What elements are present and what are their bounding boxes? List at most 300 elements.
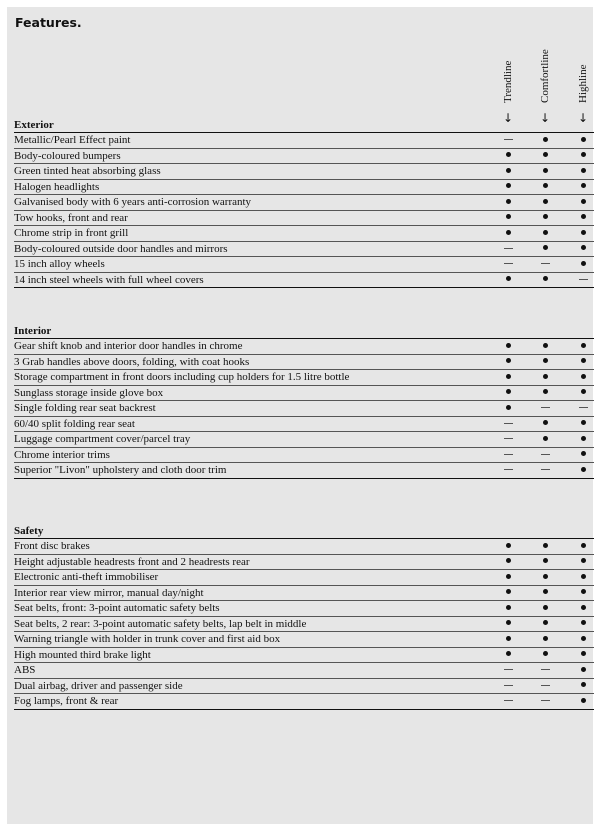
standard-dot-icon xyxy=(506,214,511,219)
feature-label: Gear shift knob and interior door handles in chrome xyxy=(14,340,243,352)
availability-cell-highline xyxy=(569,417,597,432)
availability-cell-comfortline xyxy=(531,242,559,257)
standard-dot-icon xyxy=(543,574,548,579)
feature-label: Green tinted heat absorbing glass xyxy=(14,165,161,177)
column-gap xyxy=(523,601,529,616)
standard-dot-icon xyxy=(506,183,511,188)
availability-cell-trendline xyxy=(494,370,522,385)
availability-cell-comfortline xyxy=(531,370,559,385)
column-gap xyxy=(523,570,529,585)
standard-dot-icon xyxy=(581,574,586,579)
availability-cell-comfortline xyxy=(531,648,559,663)
column-gap xyxy=(560,180,566,195)
availability-cell-highline xyxy=(569,386,597,401)
not-available-dash-icon xyxy=(504,263,513,264)
column-gap xyxy=(560,679,566,694)
standard-dot-icon xyxy=(506,199,511,204)
availability-cell-highline xyxy=(569,448,597,463)
standard-dot-icon xyxy=(581,214,586,219)
availability-cell-comfortline xyxy=(531,694,559,709)
standard-dot-icon xyxy=(506,276,511,281)
section-title: Exterior xyxy=(14,117,594,133)
column-gap xyxy=(560,164,566,179)
table-row xyxy=(14,632,594,648)
standard-dot-icon xyxy=(543,245,548,250)
standard-dot-icon xyxy=(543,558,548,563)
standard-dot-icon xyxy=(506,343,511,348)
feature-label: Electronic anti-theft immobiliser xyxy=(14,571,159,583)
availability-cell-highline xyxy=(569,570,597,585)
column-gap xyxy=(560,555,566,570)
column-gap xyxy=(523,648,529,663)
standard-dot-icon xyxy=(506,636,511,641)
arrow-down-icon: ↓ xyxy=(539,111,551,125)
column-label: Comfortline xyxy=(539,49,551,103)
availability-cell-trendline xyxy=(494,448,522,463)
table-row xyxy=(14,149,594,165)
column-label: Highline xyxy=(577,64,589,103)
availability-cell-highline xyxy=(569,133,597,148)
column-gap xyxy=(560,601,566,616)
feature-label: 14 inch steel wheels with full wheel covers xyxy=(14,273,204,286)
feature-label: High mounted third brake light xyxy=(14,648,151,661)
standard-dot-icon xyxy=(581,374,586,379)
column-gap xyxy=(560,386,566,401)
availability-cell-comfortline xyxy=(531,539,559,554)
availability-cell-highline xyxy=(569,555,597,570)
table-row xyxy=(14,663,594,679)
table-row xyxy=(14,555,594,571)
not-available-dash-icon xyxy=(504,248,513,249)
availability-cell-highline xyxy=(569,355,597,370)
availability-cell-highline xyxy=(569,463,597,478)
section-interior xyxy=(14,323,594,479)
not-available-dash-icon xyxy=(504,700,513,701)
feature-label: Galvanised body with 6 years anti-corrosion warranty xyxy=(14,196,252,208)
standard-dot-icon xyxy=(543,183,548,188)
standard-dot-icon xyxy=(581,467,586,472)
availability-cell-comfortline xyxy=(531,195,559,210)
availability-cell-highline xyxy=(569,663,597,678)
availability-cell-comfortline xyxy=(531,555,559,570)
standard-dot-icon xyxy=(543,589,548,594)
availability-cell-comfortline xyxy=(531,133,559,148)
standard-dot-icon xyxy=(543,543,548,548)
standard-dot-icon xyxy=(506,152,511,157)
availability-cell-comfortline xyxy=(531,570,559,585)
standard-dot-icon xyxy=(581,137,586,142)
availability-cell-trendline xyxy=(494,164,522,179)
standard-dot-icon xyxy=(581,261,586,266)
column-gap xyxy=(560,539,566,554)
availability-cell-comfortline xyxy=(531,586,559,601)
table-row xyxy=(14,417,594,433)
table-row xyxy=(14,401,594,417)
column-gap xyxy=(560,632,566,647)
feature-label: Fog lamps, front & rear xyxy=(14,695,119,707)
standard-dot-icon xyxy=(581,168,586,173)
availability-cell-highline xyxy=(569,164,597,179)
standard-dot-icon xyxy=(581,605,586,610)
table-row xyxy=(14,679,594,695)
table-row xyxy=(14,386,594,402)
not-available-dash-icon xyxy=(504,139,513,140)
standard-dot-icon xyxy=(581,230,586,235)
availability-cell-highline xyxy=(569,539,597,554)
column-gap xyxy=(523,226,529,241)
standard-dot-icon xyxy=(581,152,586,157)
standard-dot-icon xyxy=(506,589,511,594)
section-title: Interior xyxy=(14,323,594,339)
column-gap xyxy=(560,355,566,370)
availability-cell-comfortline xyxy=(531,355,559,370)
standard-dot-icon xyxy=(506,620,511,625)
column-gap xyxy=(560,648,566,663)
standard-dot-icon xyxy=(543,152,548,157)
availability-cell-comfortline xyxy=(531,417,559,432)
table-row xyxy=(14,242,594,258)
standard-dot-icon xyxy=(543,605,548,610)
standard-dot-icon xyxy=(543,636,548,641)
availability-cell-trendline xyxy=(494,195,522,210)
column-gap xyxy=(560,663,566,678)
section-title: Safety xyxy=(14,523,594,539)
availability-cell-trendline xyxy=(494,679,522,694)
column-gap xyxy=(523,617,529,632)
availability-cell-trendline xyxy=(494,133,522,148)
column-gap xyxy=(523,432,529,447)
features-sheet xyxy=(7,7,593,824)
column-gap xyxy=(560,339,566,354)
arrow-down-icon: ↓ xyxy=(577,111,589,125)
standard-dot-icon xyxy=(506,230,511,235)
not-available-dash-icon xyxy=(541,700,550,701)
feature-label: Sunglass storage inside glove box xyxy=(14,386,164,399)
feature-label: Seat belts, front: 3-point automatic safety belts xyxy=(14,602,220,614)
standard-dot-icon xyxy=(581,589,586,594)
standard-dot-icon xyxy=(581,436,586,441)
table-row xyxy=(14,226,594,242)
column-gap xyxy=(523,195,529,210)
column-gap xyxy=(523,632,529,647)
availability-cell-highline xyxy=(569,401,597,416)
column-label: Trendline xyxy=(502,60,514,103)
availability-cell-highline xyxy=(569,648,597,663)
arrow-down-icon: ↓ xyxy=(502,111,514,125)
not-available-dash-icon xyxy=(541,263,550,264)
standard-dot-icon xyxy=(581,698,586,703)
standard-dot-icon xyxy=(543,358,548,363)
column-gap xyxy=(560,211,566,226)
standard-dot-icon xyxy=(506,543,511,548)
availability-cell-trendline xyxy=(494,242,522,257)
availability-cell-trendline xyxy=(494,149,522,164)
availability-cell-highline xyxy=(569,432,597,447)
availability-cell-trendline xyxy=(494,180,522,195)
standard-dot-icon xyxy=(581,636,586,641)
availability-cell-trendline xyxy=(494,226,522,241)
column-gap xyxy=(523,679,529,694)
availability-cell-highline xyxy=(569,339,597,354)
availability-cell-highline xyxy=(569,195,597,210)
not-available-dash-icon xyxy=(541,469,550,470)
availability-cell-highline xyxy=(569,370,597,385)
column-gap xyxy=(560,257,566,272)
table-row xyxy=(14,463,594,479)
availability-cell-trendline xyxy=(494,617,522,632)
standard-dot-icon xyxy=(506,574,511,579)
not-available-dash-icon xyxy=(541,685,550,686)
table-row xyxy=(14,211,594,227)
not-available-dash-icon xyxy=(541,454,550,455)
availability-cell-comfortline xyxy=(531,386,559,401)
column-gap xyxy=(560,432,566,447)
column-gap xyxy=(523,448,529,463)
availability-cell-comfortline xyxy=(531,211,559,226)
table-row xyxy=(14,133,594,149)
feature-label: Dual airbag, driver and passenger side xyxy=(14,679,183,692)
not-available-dash-icon xyxy=(504,454,513,455)
standard-dot-icon xyxy=(581,682,586,687)
availability-cell-highline xyxy=(569,586,597,601)
availability-cell-highline xyxy=(569,257,597,272)
column-gap xyxy=(523,386,529,401)
standard-dot-icon xyxy=(543,343,548,348)
table-row xyxy=(14,432,594,448)
availability-cell-comfortline xyxy=(531,679,559,694)
column-gap xyxy=(523,273,529,288)
feature-label: Interior rear view mirror, manual day/night xyxy=(14,586,204,599)
column-gap xyxy=(523,149,529,164)
standard-dot-icon xyxy=(581,245,586,250)
standard-dot-icon xyxy=(543,230,548,235)
page-title: Features. xyxy=(15,15,82,30)
availability-cell-trendline xyxy=(494,401,522,416)
table-row xyxy=(14,648,594,664)
feature-label: Warning triangle with holder in trunk cover and first aid box xyxy=(14,633,281,645)
availability-cell-trendline xyxy=(494,463,522,478)
column-gap xyxy=(560,226,566,241)
standard-dot-icon xyxy=(581,199,586,204)
column-gap xyxy=(523,586,529,601)
standard-dot-icon xyxy=(581,183,586,188)
standard-dot-icon xyxy=(506,358,511,363)
availability-cell-trendline xyxy=(494,355,522,370)
not-available-dash-icon xyxy=(504,669,513,670)
column-gap xyxy=(560,133,566,148)
availability-cell-trendline xyxy=(494,539,522,554)
not-available-dash-icon xyxy=(579,279,588,280)
availability-cell-comfortline xyxy=(531,401,559,416)
standard-dot-icon xyxy=(581,420,586,425)
not-available-dash-icon xyxy=(504,685,513,686)
availability-cell-trendline xyxy=(494,432,522,447)
availability-cell-comfortline xyxy=(531,149,559,164)
feature-label: Halogen headlights xyxy=(14,180,100,193)
feature-label: 60/40 split folding rear seat xyxy=(14,417,135,430)
availability-cell-comfortline xyxy=(531,226,559,241)
availability-cell-trendline xyxy=(494,632,522,647)
standard-dot-icon xyxy=(543,214,548,219)
standard-dot-icon xyxy=(581,389,586,394)
feature-label: 15 inch alloy wheels xyxy=(14,258,105,270)
availability-cell-comfortline xyxy=(531,257,559,272)
availability-cell-trendline xyxy=(494,663,522,678)
table-row xyxy=(14,370,594,386)
standard-dot-icon xyxy=(581,451,586,456)
column-gap xyxy=(523,355,529,370)
column-gap xyxy=(560,570,566,585)
availability-cell-comfortline xyxy=(531,632,559,647)
availability-cell-highline xyxy=(569,242,597,257)
table-row xyxy=(14,164,594,180)
standard-dot-icon xyxy=(543,620,548,625)
table-row xyxy=(14,601,594,617)
availability-cell-comfortline xyxy=(531,617,559,632)
feature-label: Luggage compartment cover/parcel tray xyxy=(14,433,191,445)
standard-dot-icon xyxy=(581,343,586,348)
feature-label: Single folding rear seat backrest xyxy=(14,402,156,414)
standard-dot-icon xyxy=(543,420,548,425)
column-gap xyxy=(523,555,529,570)
standard-dot-icon xyxy=(543,137,548,142)
column-gap xyxy=(560,370,566,385)
column-gap xyxy=(560,463,566,478)
standard-dot-icon xyxy=(581,651,586,656)
standard-dot-icon xyxy=(581,358,586,363)
standard-dot-icon xyxy=(506,651,511,656)
standard-dot-icon xyxy=(543,199,548,204)
column-gap xyxy=(560,195,566,210)
feature-label: Body-coloured outside door handles and mirrors xyxy=(14,242,228,255)
feature-label: Tow hooks, front and rear xyxy=(14,211,128,224)
standard-dot-icon xyxy=(506,374,511,379)
standard-dot-icon xyxy=(543,374,548,379)
table-row xyxy=(14,257,594,273)
table-row xyxy=(14,355,594,371)
feature-label: Front disc brakes xyxy=(14,540,90,552)
availability-cell-trendline xyxy=(494,601,522,616)
column-gap xyxy=(523,417,529,432)
availability-cell-highline xyxy=(569,226,597,241)
column-gap xyxy=(523,211,529,226)
standard-dot-icon xyxy=(506,605,511,610)
feature-label: Metallic/Pearl Effect paint xyxy=(14,134,131,146)
availability-cell-highline xyxy=(569,679,597,694)
not-available-dash-icon xyxy=(579,407,588,408)
availability-cell-trendline xyxy=(494,339,522,354)
availability-cell-trendline xyxy=(494,211,522,226)
availability-cell-comfortline xyxy=(531,448,559,463)
availability-cell-trendline xyxy=(494,257,522,272)
availability-cell-comfortline xyxy=(531,463,559,478)
column-gap xyxy=(560,149,566,164)
feature-label: Seat belts, 2 rear: 3-point automatic safety belts, lap belt in middle xyxy=(14,617,307,630)
column-gap xyxy=(560,273,566,288)
standard-dot-icon xyxy=(581,558,586,563)
availability-cell-comfortline xyxy=(531,180,559,195)
column-gap xyxy=(523,180,529,195)
feature-label: Storage compartment in front doors including cup holders for 1.5 litre bottle xyxy=(14,371,350,383)
availability-cell-comfortline xyxy=(531,273,559,288)
availability-cell-trendline xyxy=(494,570,522,585)
availability-cell-comfortline xyxy=(531,339,559,354)
availability-cell-trendline xyxy=(494,273,522,288)
standard-dot-icon xyxy=(581,667,586,672)
availability-cell-trendline xyxy=(494,417,522,432)
column-gap xyxy=(560,242,566,257)
availability-cell-highline xyxy=(569,617,597,632)
availability-cell-highline xyxy=(569,694,597,709)
column-gap xyxy=(523,663,529,678)
availability-cell-highline xyxy=(569,180,597,195)
section-exterior xyxy=(14,117,594,288)
not-available-dash-icon xyxy=(541,669,550,670)
availability-cell-comfortline xyxy=(531,432,559,447)
table-row xyxy=(14,273,594,289)
availability-cell-comfortline xyxy=(531,164,559,179)
column-gap xyxy=(523,133,529,148)
feature-label: Height adjustable headrests front and 2 headrests rear xyxy=(14,555,250,568)
standard-dot-icon xyxy=(543,389,548,394)
availability-cell-highline xyxy=(569,601,597,616)
standard-dot-icon xyxy=(543,168,548,173)
not-available-dash-icon xyxy=(504,438,513,439)
availability-cell-trendline xyxy=(494,555,522,570)
column-gap xyxy=(560,617,566,632)
column-gap xyxy=(523,370,529,385)
feature-label: Superior "Livon" upholstery and cloth door trim xyxy=(14,464,227,476)
standard-dot-icon xyxy=(506,168,511,173)
standard-dot-icon xyxy=(506,405,511,410)
column-gap xyxy=(523,164,529,179)
column-gap xyxy=(560,586,566,601)
column-gap xyxy=(523,694,529,709)
table-row xyxy=(14,539,594,555)
feature-label: Chrome interior trims xyxy=(14,448,110,461)
not-available-dash-icon xyxy=(504,423,513,424)
section-safety xyxy=(14,523,594,710)
column-gap xyxy=(560,401,566,416)
column-gap xyxy=(523,339,529,354)
table-row xyxy=(14,195,594,211)
column-gap xyxy=(523,401,529,416)
availability-cell-highline xyxy=(569,211,597,226)
standard-dot-icon xyxy=(581,543,586,548)
availability-cell-highline xyxy=(569,632,597,647)
standard-dot-icon xyxy=(506,389,511,394)
table-row xyxy=(14,339,594,355)
not-available-dash-icon xyxy=(504,469,513,470)
standard-dot-icon xyxy=(506,558,511,563)
table-row xyxy=(14,448,594,464)
table-row xyxy=(14,570,594,586)
standard-dot-icon xyxy=(543,436,548,441)
availability-cell-trendline xyxy=(494,648,522,663)
availability-cell-comfortline xyxy=(531,663,559,678)
availability-cell-trendline xyxy=(494,586,522,601)
standard-dot-icon xyxy=(543,276,548,281)
table-row xyxy=(14,586,594,602)
table-row xyxy=(14,617,594,633)
column-gap xyxy=(560,694,566,709)
column-gap xyxy=(523,257,529,272)
table-row xyxy=(14,180,594,196)
availability-cell-trendline xyxy=(494,386,522,401)
availability-cell-comfortline xyxy=(531,601,559,616)
availability-cell-highline xyxy=(569,273,597,288)
feature-label: Chrome strip in front grill xyxy=(14,227,129,239)
